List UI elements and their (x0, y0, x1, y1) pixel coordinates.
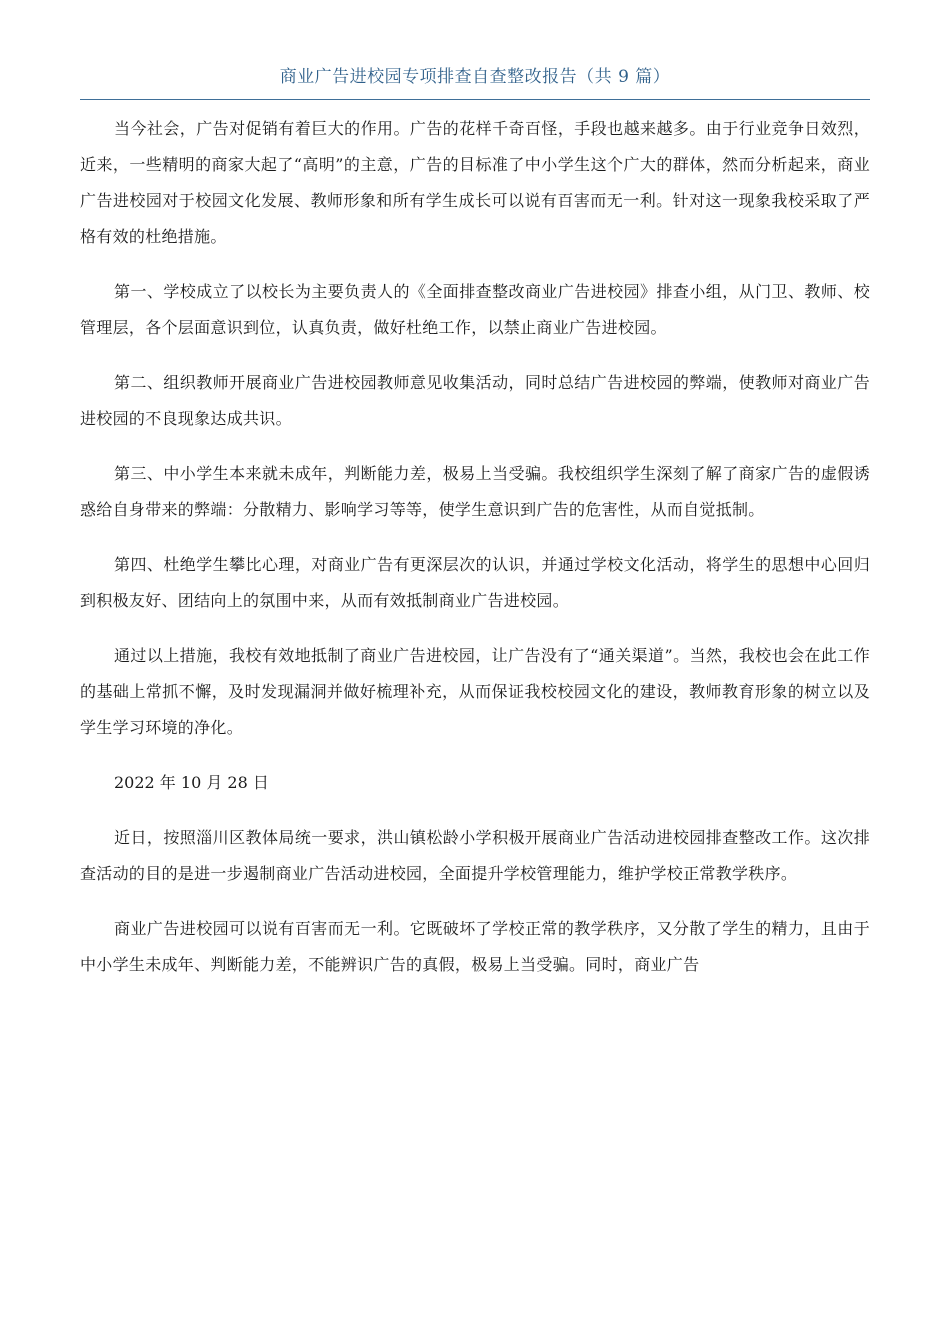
document-body (80, 111, 870, 1002)
document-header-title: 商业广告进校园专项排查自查整改报告（共 9 篇） (279, 67, 671, 87)
paragraph-measure-2: 第二、组织教师开展商业广告进校园教师意见收集活动，同时总结广告进校园的弊端，使教师对商业广告进校园的不良现象达成共识。 (80, 373, 870, 428)
paragraph-report-2-body: 商业广告进校园可以说有百害而无一利。它既破坏了学校正常的教学秩序，又分散了学生的精力，且由于中小学生未成年、判断能力差，不能辨识广告的真假，极易上当受骗。同时，商业广告 (80, 919, 870, 974)
paragraph-measure-3: 第三、中小学生本来就未成年，判断能力差，极易上当受骗。我校组织学生深刻了解了商家广告的虚假诱惑给自身带来的弊端：分散精力、影响学习等等，使学生意识到广告的危害性，从而自觉抵制。 (80, 464, 870, 519)
report-date: 2022 年 10 月 28 日 (114, 773, 269, 792)
paragraph-measure-1: 第一、学校成立了以校长为主要负责人的《全面排查整改商业广告进校园》排查小组，从门卫、教师、校管理层，各个层面意识到位，认真负责，做好杜绝工作，以禁止商业广告进校园。 (80, 282, 870, 337)
paragraph-report-2-intro: 近日，按照淄川区教体局统一要求，洪山镇松龄小学积极开展商业广告活动进校园排查整改工作。这次排查活动的目的是进一步遏制商业广告活动进校园，全面提升学校管理能力，维护学校正常教学秩序。 (80, 828, 870, 883)
header-divider (80, 99, 870, 100)
paragraph-conclusion: 通过以上措施，我校有效地抵制了商业广告进校园，让广告没有了“通关渠道”。当然，我校也会在此工作的基础上常抓不懈，及时发现漏洞并做好梳理补充，从而保证我校校园文化的建设，教师教育形象的树立以及学生学习环境的净化。 (80, 646, 870, 737)
paragraph-intro: 当今社会，广告对促销有着巨大的作用。广告的花样千奇百怪，手段也越来越多。由于行业竞争日效烈，近来，一些精明的商家大起了“高明”的主意，广告的目标准了中小学生这个广大的群体，然而分析起来，商业广告进校园对于校园文化发展、教师形象和所有学生成长可以说有百害而无一利。针对这一现象我校采取了严格有效的杜绝措施。 (80, 119, 870, 246)
paragraph-measure-4: 第四、杜绝学生攀比心理，对商业广告有更深层次的认识，并通过学校文化活动，将学生的思想中心回归到积极友好、团结向上的氛围中来，从而有效抵制商业广告进校园。 (80, 555, 870, 610)
